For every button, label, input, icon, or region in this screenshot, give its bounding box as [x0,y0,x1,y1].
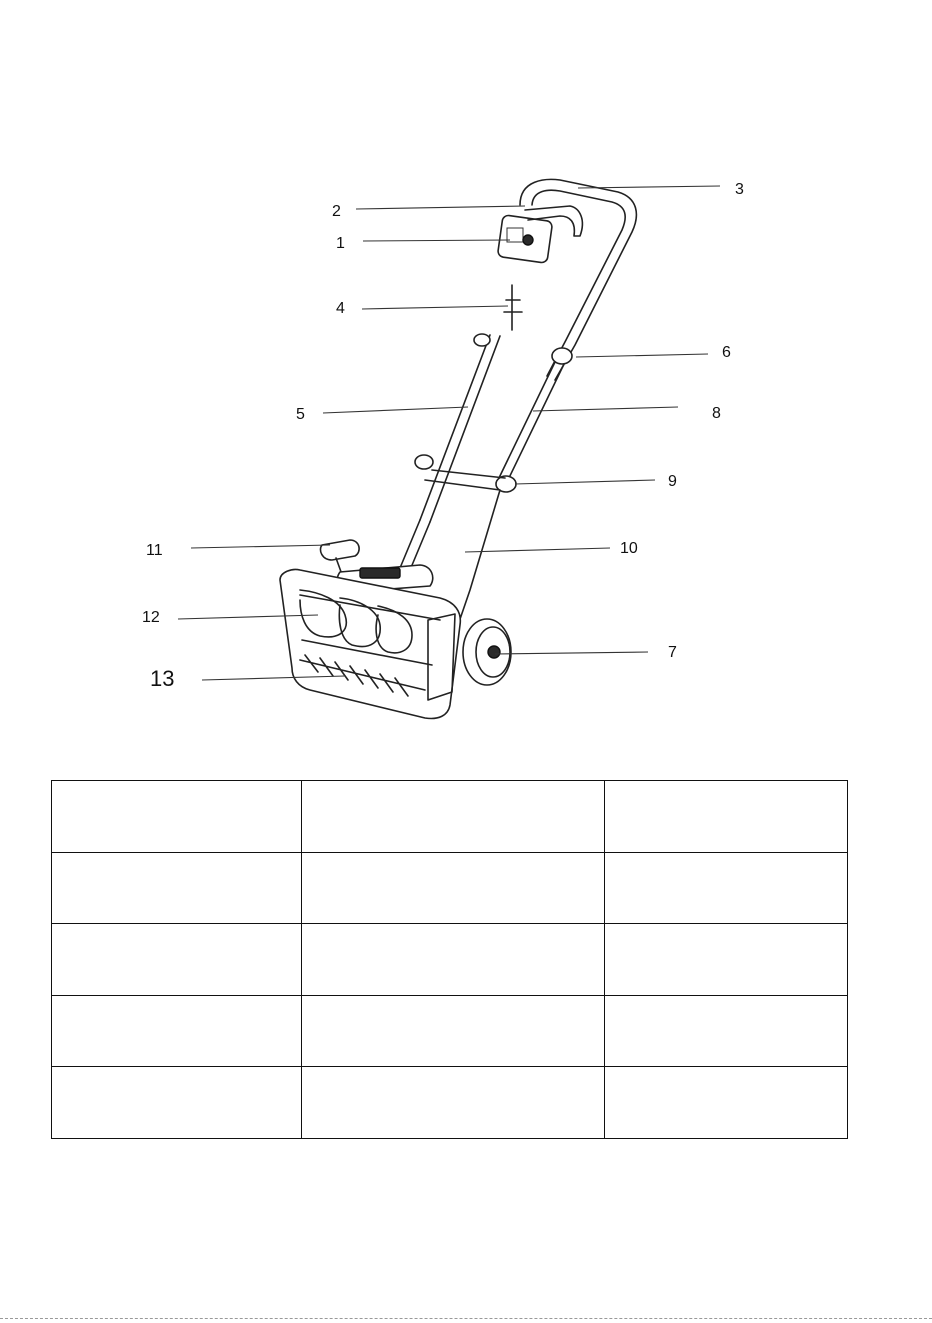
parts-table [51,780,848,1139]
table-cell [302,1067,605,1139]
table-cell [605,924,848,996]
table-cell [52,852,302,924]
table-cell [302,852,605,924]
callout-5: 5 [296,406,305,423]
callout-1: 1 [336,235,345,252]
callout-8: 8 [712,405,721,422]
callout-13: 13 [150,666,175,691]
page-bottom-rule [0,1318,932,1319]
table-row [52,995,848,1067]
upper-right-tube [498,360,565,482]
table-cell [302,924,605,996]
table-cell [52,1067,302,1139]
table-row [52,852,848,924]
table-cell [605,852,848,924]
upper-knob [552,348,572,364]
upper-left-tube [420,335,500,522]
chute-deflector [320,540,359,560]
callout-12: 12 [142,609,160,626]
table-cell [52,781,302,853]
table-cell [52,995,302,1067]
callout-2: 2 [332,203,341,220]
table-cell [605,781,848,853]
table-cell [302,781,605,853]
callout-3: 3 [735,181,744,198]
table-row [52,1067,848,1139]
table-row [52,781,848,853]
callout-6: 6 [722,344,731,361]
callout-7: 7 [668,644,677,661]
table-row [52,924,848,996]
callout-10: 10 [620,540,638,557]
callout-4: 4 [336,300,345,317]
table-cell [52,924,302,996]
auger-housing [280,569,460,718]
table-cell [605,1067,848,1139]
table-cell [302,995,605,1067]
callout-11: 11 [146,542,163,559]
callout-9: 9 [668,473,677,490]
table-cell [605,995,848,1067]
